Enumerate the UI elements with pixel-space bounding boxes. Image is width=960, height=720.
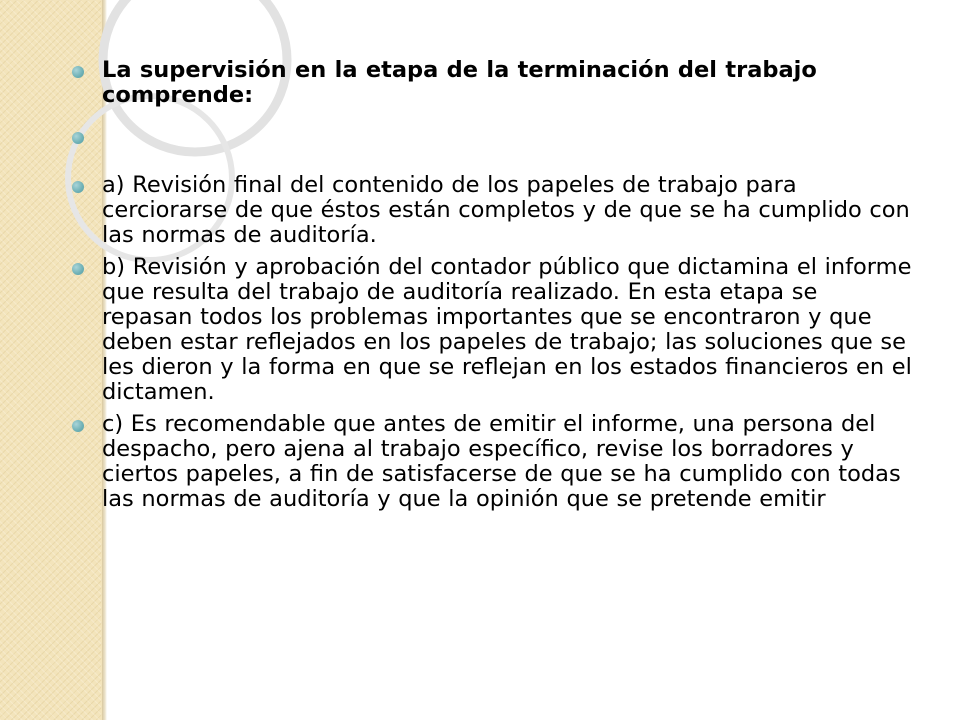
bullet-item-a [72,173,912,248]
item-b-text: b) Revisión y aprobación del contador público que dictamina el informe que resulta del trabajo de auditoría realizado. En esta etapa se repasan todos los problemas importantes que se encontraron y que deben estar reflejados en los papeles de trabajo; las soluciones que se les dieron y la forma en que se reflejan en los estados financieros en el dictamen. [102,254,912,405]
bullet-icon [72,181,84,193]
item-a-text: a) Revisión final del contenido de los papeles de trabajo para cerciorarse de que éstos están completos y de que se ha cumplido con las normas de auditoría. [102,172,910,248]
bullet-heading [72,58,912,108]
bullet-icon [72,132,84,144]
bullet-item-b [72,255,912,405]
bullet-empty [72,124,912,149]
item-c-text: c) Es recomendable que antes de emitir el informe, una persona del despacho, pero ajena al trabajo específico, revise los borradores y ciertos papeles, a fin de satisfacerse de que se ha cumplido con todas las normas de auditoría y que la opinión que se pretende emitir [102,411,901,512]
bullet-icon [72,66,84,78]
heading-text: La supervisión en la etapa de la terminación del trabajo comprende: [102,57,817,108]
bullet-icon [72,420,84,432]
slide-bullet-list [72,58,912,519]
bullet-icon [72,263,84,275]
bullet-item-c [72,412,912,512]
